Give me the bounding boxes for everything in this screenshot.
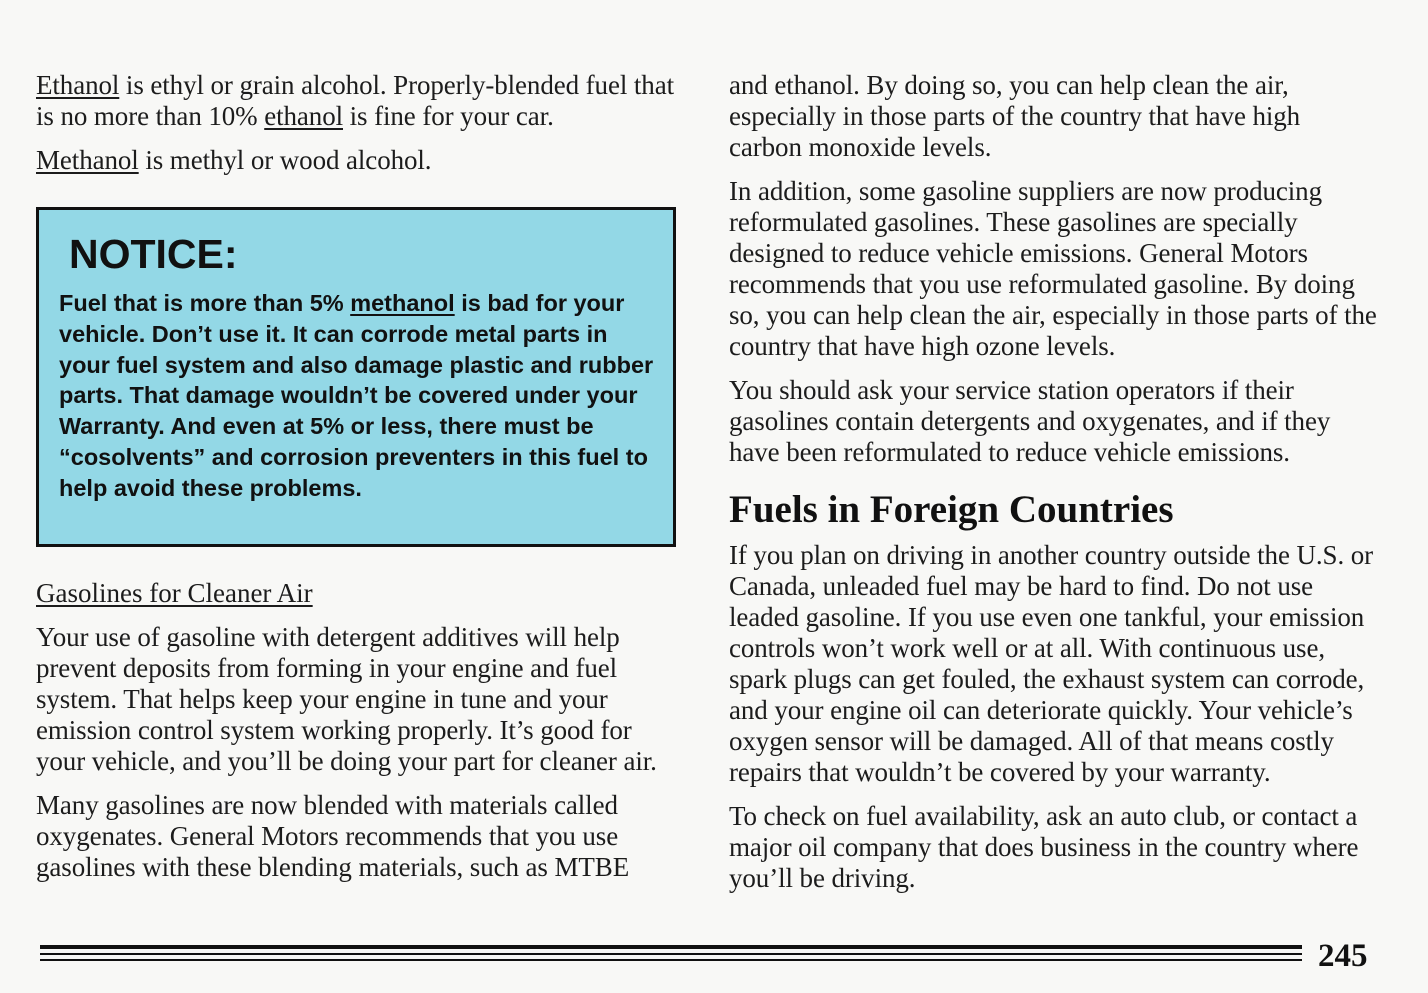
- methanol-term: Methanol: [36, 145, 139, 175]
- methanol-paragraph: [36, 145, 676, 176]
- fuel-availability-paragraph: To check on fuel availability, ask an auto club, or contact a major oil company that does business in the country where you’ll be driving.: [729, 801, 1359, 893]
- detergent-paragraph: Your use of gasoline with detergent additives will help prevent deposits from forming in your engine and fuel system. That helps keep your engine in tune and your emission control system working properly. It’s good for your vehicle, and you’ll be doing your part for cleaner air.: [36, 622, 657, 776]
- reformulated-paragraph: In addition, some gasoline suppliers are now producing reformulated gasolines. These gasolines are specially designed to reduce vehicle emissions. General Motors recommends that you use reformulated gasoline. By doing so, you can help clean the air, especially in those parts of the country that have high ozone levels.: [729, 176, 1377, 361]
- left-column: [36, 70, 676, 189]
- notice-title: NOTICE:: [69, 231, 238, 277]
- oxygenates-paragraph: Many gasolines are now blended with materials called oxygenates. General Motors recommends that you use gasolines with these blending materials, such as MTBE: [36, 790, 630, 882]
- foreign-driving-paragraph: If you plan on driving in another country outside the U.S. or Canada, unleaded fuel may be hard to find. Do not use leaded gasoline. If you use even one tankful, your emission controls won’t work well or at all. With continuous use, spark plugs can get fouled, the exhaust system can corrode, and your engine oil can deteriorate quickly. Your vehicle’s oxygen sensor will be damaged. All of that means costly repairs that wouldn’t be covered by your warranty.: [729, 540, 1374, 787]
- notice-text-a: Fuel that is more than 5%: [59, 290, 351, 316]
- notice-text: [59, 288, 663, 504]
- footer-rule-line: [40, 953, 1302, 955]
- page-number: 245: [1318, 938, 1368, 974]
- notice-methanol-term: methanol: [350, 290, 455, 316]
- notice-text-b: is bad for your vehicle. Don’t use it. It can corrode metal parts in your fuel system and also damage plastic and rubber parts. That damage wouldn’t be covered under your Warranty. And even at 5% or less, there must be “cosolvents” and corrosion preventers in this fuel to help avoid these problems.: [59, 290, 654, 501]
- left-column-lower: [36, 578, 676, 896]
- right-column: [729, 70, 1379, 907]
- ethanol-paragraph: [36, 70, 676, 132]
- ethanol-continued-paragraph: and ethanol. By doing so, you can help clean the air, especially in those parts of the country that have high carbon monoxide levels.: [729, 70, 1301, 162]
- section-heading-foreign-fuels: Fuels in Foreign Countries: [729, 488, 1174, 531]
- ask-operators-paragraph: You should ask your service station operators if their gasolines contain detergents and oxygenates, and if they have been reformulated to reduce vehicle emissions.: [729, 375, 1331, 467]
- notice-box: [36, 207, 676, 547]
- subheading-cleaner-air: Gasolines for Cleaner Air: [36, 578, 313, 608]
- footer-rule: [40, 945, 1302, 963]
- methanol-text: is methyl or wood alcohol.: [138, 145, 432, 175]
- footer-rule-line: [40, 959, 1302, 961]
- ethanol-term: Ethanol: [36, 70, 120, 100]
- ethanol-text-b: is fine for your car.: [343, 101, 554, 131]
- ethanol-term-2: ethanol: [264, 101, 343, 131]
- ethanol-text-a: is ethyl or grain alcohol. Properly-blended fuel that is no more than 10%: [36, 70, 674, 131]
- footer-rule-line: [40, 945, 1302, 949]
